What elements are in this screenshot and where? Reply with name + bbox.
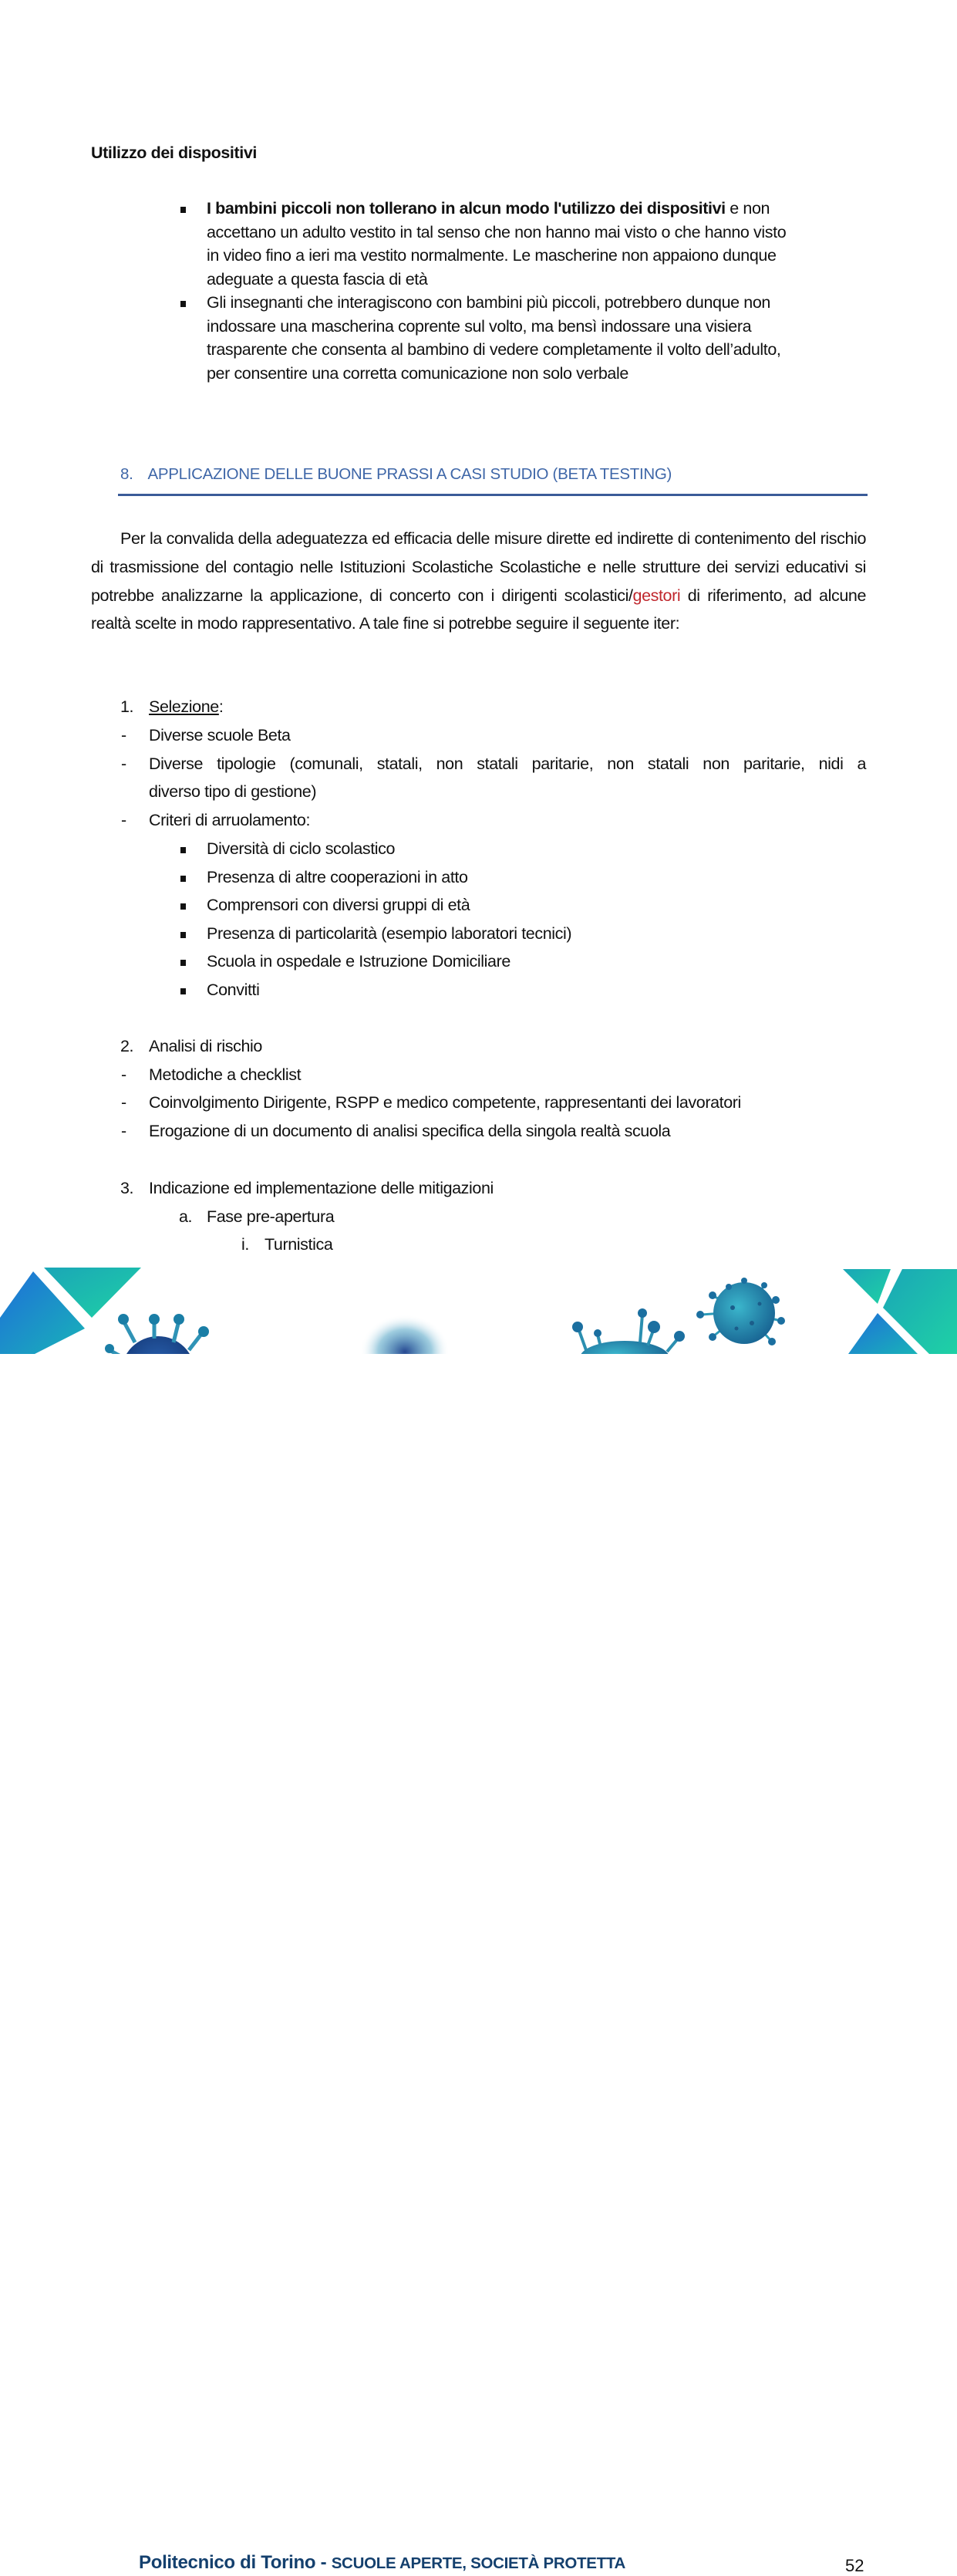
step-number: 1. [120,697,134,716]
step-number: 3. [120,1179,134,1197]
section-divider [118,494,868,496]
list-item: Diverse scuole Beta [149,726,291,744]
sub-step-label: Fase pre-apertura [207,1207,335,1226]
square-bullet-icon [180,903,186,910]
footer-title-caps: SCUOLE APERTE, SOCIETÀ PROTETTA [331,2554,626,2572]
bullet-line: trasparente che consenta al bambino di vedere completamente il volto dell’adulto, [207,340,781,359]
list-item: Diverse tipologie (comunali, statali, non statali paritarie, non statali non paritarie, nidi a [149,755,866,773]
bullet-line: accettano un adulto vestito in tal senso che non hanno mai visto o che hanno visto [207,223,787,241]
step-label-text: Selezione [149,697,219,716]
section-title-text: APPLICAZIONE DELLE BUONE PRASSI A CASI STUDIO (BETA TESTING) [147,465,672,483]
criteria-item: Scuola in ospedale e Istruzione Domiciliare [207,952,511,971]
dash-icon: - [121,726,126,744]
sub-sub-step-label: Turnistica [265,1235,333,1254]
step-suffix: : [218,697,224,716]
dash-icon: - [121,811,126,829]
virus-icon-left [105,1314,209,1354]
step-label: Analisi di rischio [149,1037,262,1055]
criteria-item: Presenza di altre cooperazioni in atto [207,868,468,886]
dash-icon: - [121,1065,126,1084]
square-bullet-icon [180,876,186,882]
list-item: Erogazione di un documento di analisi specifica della singola realtà scuola [149,1122,671,1140]
step-number: 2. [120,1037,134,1055]
bullet-line: in video fino a ieri ma vestito normalmente. Le mascherine non appaiono dunque [207,246,777,265]
square-bullet-icon [180,847,186,853]
section-number: 8. [120,465,133,483]
list-item-continuation: diverso tipo di gestione) [149,782,317,801]
bullet-line: per consentire una corretta comunicazione non solo verbale [207,364,628,383]
left-logo-shapes [0,1268,141,1354]
intro-text: Per la convalida della adeguatezza ed efficacia delle misure dirette ed indirette di contenimento del rischio di trasmissione del contagio nelle Istituzioni Scolastiche Scolastiche e nelle strutture dei servizi educativi si potrebbe analizzarne la applicazione, di concerto con i dirigenti scolastici/ [91,529,866,605]
square-bullet-icon [180,207,186,213]
section-heading-devices: Utilizzo dei dispositivi [91,143,257,162]
list-item: Coinvolgimento Dirigente, RSPP e medico competente, rappresentanti dei lavoratori [149,1093,741,1112]
bullet-line: indossare una mascherina coprente sul volto, ma bensì indossare una visiera [207,317,752,336]
list-item: Metodiche a checklist [149,1065,302,1084]
criteria-item: Convitti [207,981,260,999]
dash-icon: - [121,1122,126,1140]
virus-icon-middle [572,1308,685,1354]
square-bullet-icon [180,988,186,994]
section-title [120,465,672,484]
step-label: Indicazione ed implementazione delle mitigazioni [149,1179,494,1197]
virus-blur-icon [360,1315,450,1354]
list-item: Criteri di arruolamento: [149,811,311,829]
dash-icon: - [121,755,126,773]
bullet-line: Gli insegnanti che interagiscono con bambini più piccoli, potrebbero dunque non [207,293,770,312]
square-bullet-icon [180,932,186,938]
virus-icon-right [696,1278,785,1345]
right-logo-shapes [843,1269,957,1354]
step-label [149,697,223,717]
footer-graphics [0,1265,957,1354]
footer-banner [0,1265,957,2575]
criteria-item: Comprensori con diversi gruppi di età [207,896,470,914]
highlight-gestori: gestori [632,586,681,605]
bullet-line [207,199,770,218]
square-bullet-icon [180,301,186,307]
square-bullet-icon [180,960,186,966]
criteria-item: Presenza di particolarità (esempio laboratori tecnici) [207,924,572,943]
dash-icon: - [121,1093,126,1112]
criteria-item: Diversità di ciclo scolastico [207,839,396,858]
intro-text: di riferimento, ad alcune realtà scelte in modo rappresentativo. A tale fine si potrebbe seguire il seguente iter: [91,586,866,633]
sub-sub-step-marker: i. [241,1235,249,1254]
sub-step-marker: a. [179,1207,193,1226]
footer-title-main: Politecnico di Torino - [139,2552,332,2573]
bullet-text: e non [725,199,770,218]
footer-title [139,2552,625,2574]
page-number: 52 [845,2556,864,2575]
bullet-line: adeguate a questa fascia di età [207,270,428,289]
bold-lead: I bambini piccoli non tollerano in alcun modo l'utilizzo dei dispositivi [207,199,726,218]
intro-paragraph [91,525,866,638]
